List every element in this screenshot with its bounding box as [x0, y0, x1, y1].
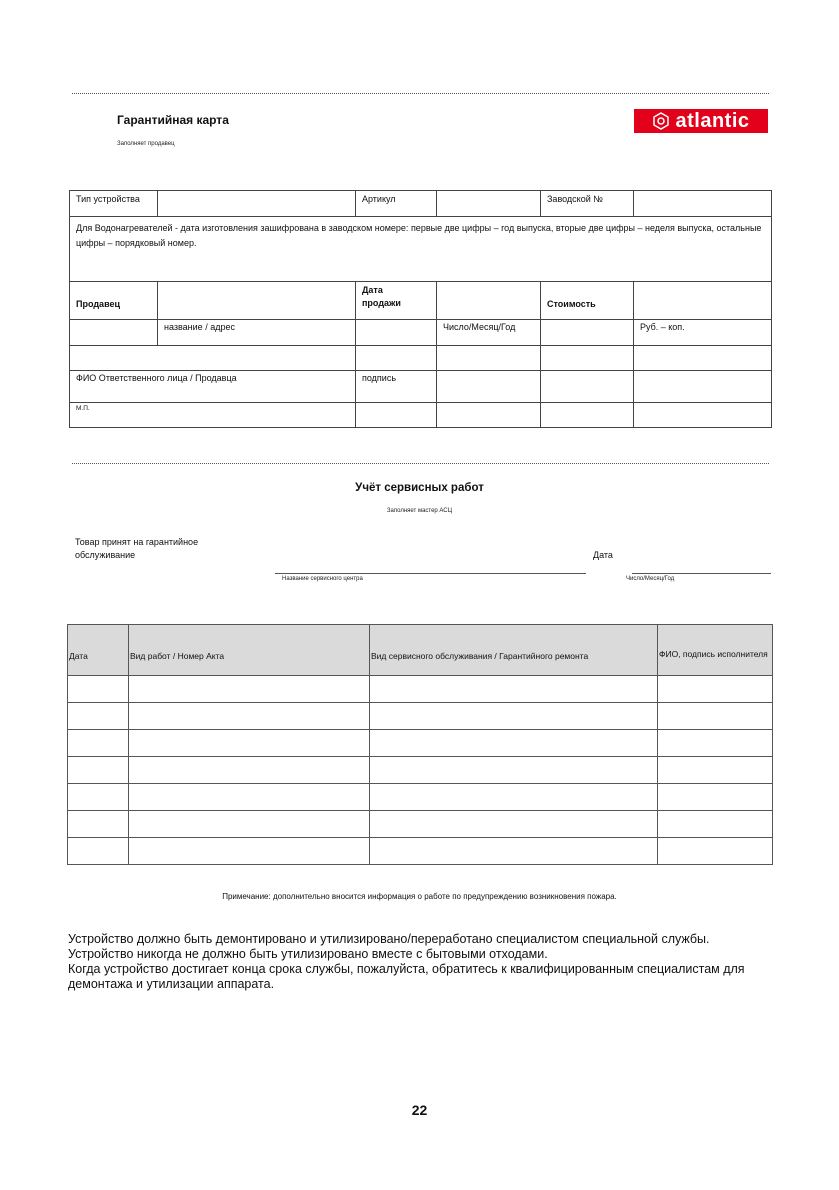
accepted-label: Товар принят на гарантийное обслуживание [75, 537, 199, 560]
service-table [67, 624, 773, 865]
table-cell[interactable] [68, 730, 129, 757]
atlantic-logo [634, 109, 768, 133]
cost-field[interactable] [634, 282, 772, 320]
blank-cell [541, 346, 634, 371]
blank-cell [437, 371, 541, 403]
warranty-card-title: Гарантийная карта [117, 113, 229, 127]
table-cell[interactable] [658, 730, 773, 757]
service-record-title: Учёт сервисных работ [355, 482, 484, 494]
table-cell[interactable] [370, 676, 658, 703]
table-cell[interactable] [370, 838, 658, 865]
blank-cell [356, 403, 437, 428]
table-cell[interactable] [658, 811, 773, 838]
disposal-line-1: Устройство должно быть демонтировано и утилизировано/переработано специалистом специальной службы. [68, 932, 710, 946]
table-row [68, 811, 773, 838]
table-row [68, 703, 773, 730]
signature-caption: подпись [356, 371, 437, 403]
article-label: Артикул [356, 191, 437, 217]
service-center-line[interactable] [275, 573, 586, 574]
col-date-header: Дата [68, 625, 129, 676]
responsible-caption: ФИО Ответственного лица / Продавца [70, 371, 356, 403]
table-row [68, 730, 773, 757]
service-table-header [68, 625, 773, 676]
sale-date-label [356, 282, 437, 320]
table-cell[interactable] [370, 703, 658, 730]
blank-cell [541, 320, 634, 346]
page-number: 22 [411, 1102, 428, 1118]
date-label: Дата [593, 550, 613, 560]
table-row [68, 757, 773, 784]
responsible-caption-row [70, 371, 772, 403]
serial-label: Заводской № [541, 191, 634, 217]
table-cell[interactable] [68, 757, 129, 784]
name-address-caption: название / адрес [158, 320, 356, 346]
sale-date-text: Дата продажи [362, 285, 401, 308]
table-cell[interactable] [658, 676, 773, 703]
table-cell[interactable] [68, 811, 129, 838]
stamp-label: М.П. [70, 403, 356, 428]
water-heater-note: Для Водонагревателей - дата изготовления зашифрована в заводском номере: первые две цифры – год выпуска, вторые две цифры – неделя выпуска, остальные цифры – порядковый номер. [70, 217, 772, 282]
stamp-row [70, 403, 772, 428]
table-row [68, 838, 773, 865]
middle-separator [72, 463, 769, 464]
table-cell[interactable] [68, 838, 129, 865]
note-row [70, 217, 772, 282]
table-cell[interactable] [68, 676, 129, 703]
table-cell[interactable] [370, 811, 658, 838]
logo-mark-icon [652, 112, 670, 130]
seller-field[interactable] [158, 282, 356, 320]
currency-caption: Руб. – коп. [634, 320, 772, 346]
table-cell[interactable] [129, 676, 370, 703]
col-executor-header: ФИО, подпись исполнителя [658, 625, 773, 676]
date-format-caption: Число/Месяц/Год [437, 320, 541, 346]
date-line[interactable] [632, 573, 771, 574]
top-separator [72, 93, 769, 94]
table-row [68, 784, 773, 811]
table-cell[interactable] [129, 838, 370, 865]
table-cell[interactable] [129, 757, 370, 784]
col-service-type-header: Вид сервисного обслуживания / Гарантийного ремонта [370, 625, 658, 676]
seller-label: Продавец [70, 282, 158, 320]
blank-cell [70, 320, 158, 346]
service-center-caption: Название сервисного центра [282, 576, 363, 582]
table-cell[interactable] [129, 784, 370, 811]
blank-cell [541, 371, 634, 403]
blank-cell [634, 346, 772, 371]
blank-cell [437, 346, 541, 371]
table-cell[interactable] [658, 703, 773, 730]
responsible-field[interactable] [70, 346, 356, 371]
sale-date-field[interactable] [437, 282, 541, 320]
responsible-row [70, 346, 772, 371]
warranty-filled-by: Заполняет продавец [117, 141, 175, 147]
blank-cell [634, 403, 772, 428]
captions-row [70, 320, 772, 346]
cost-label: Стоимость [541, 282, 634, 320]
service-note: Примечание: дополнительно вносится информация о работе по предупреждению возникновения пожара. [222, 892, 617, 901]
table-cell[interactable] [658, 757, 773, 784]
table-cell[interactable] [129, 811, 370, 838]
signature-field[interactable] [356, 346, 437, 371]
table-cell[interactable] [68, 703, 129, 730]
blank-cell [437, 403, 541, 428]
warranty-table [69, 190, 772, 428]
disposal-text [68, 932, 778, 992]
table-cell[interactable] [129, 703, 370, 730]
col-work-type-header: Вид работ / Номер Акта [129, 625, 370, 676]
table-cell[interactable] [658, 784, 773, 811]
table-cell[interactable] [658, 838, 773, 865]
blank-cell [541, 403, 634, 428]
blank-cell [356, 320, 437, 346]
table-cell[interactable] [370, 757, 658, 784]
table-cell[interactable] [370, 784, 658, 811]
date-caption: Число/Месяц/Год [626, 576, 675, 582]
device-type-label: Тип устройства [70, 191, 158, 217]
blank-cell [634, 371, 772, 403]
device-type-field[interactable] [158, 191, 356, 217]
table-row [68, 676, 773, 703]
disposal-line-2: Устройство никогда не должно быть утилизировано вместе с бытовыми отходами. [68, 947, 548, 961]
article-field[interactable] [437, 191, 541, 217]
disposal-line-3: Когда устройство достигает конца срока службы, пожалуйста, обратитесь к квалифицированным специалистам для демонтажа и утилизации аппарата. [68, 962, 745, 991]
table-cell[interactable] [370, 730, 658, 757]
device-row [70, 191, 772, 217]
service-filled-by: Заполняет мастер АСЦ [386, 508, 453, 514]
serial-field[interactable] [634, 191, 772, 217]
table-cell[interactable] [68, 784, 129, 811]
logo-text: atlantic [675, 109, 750, 132]
seller-row [70, 282, 772, 320]
table-cell[interactable] [129, 730, 370, 757]
